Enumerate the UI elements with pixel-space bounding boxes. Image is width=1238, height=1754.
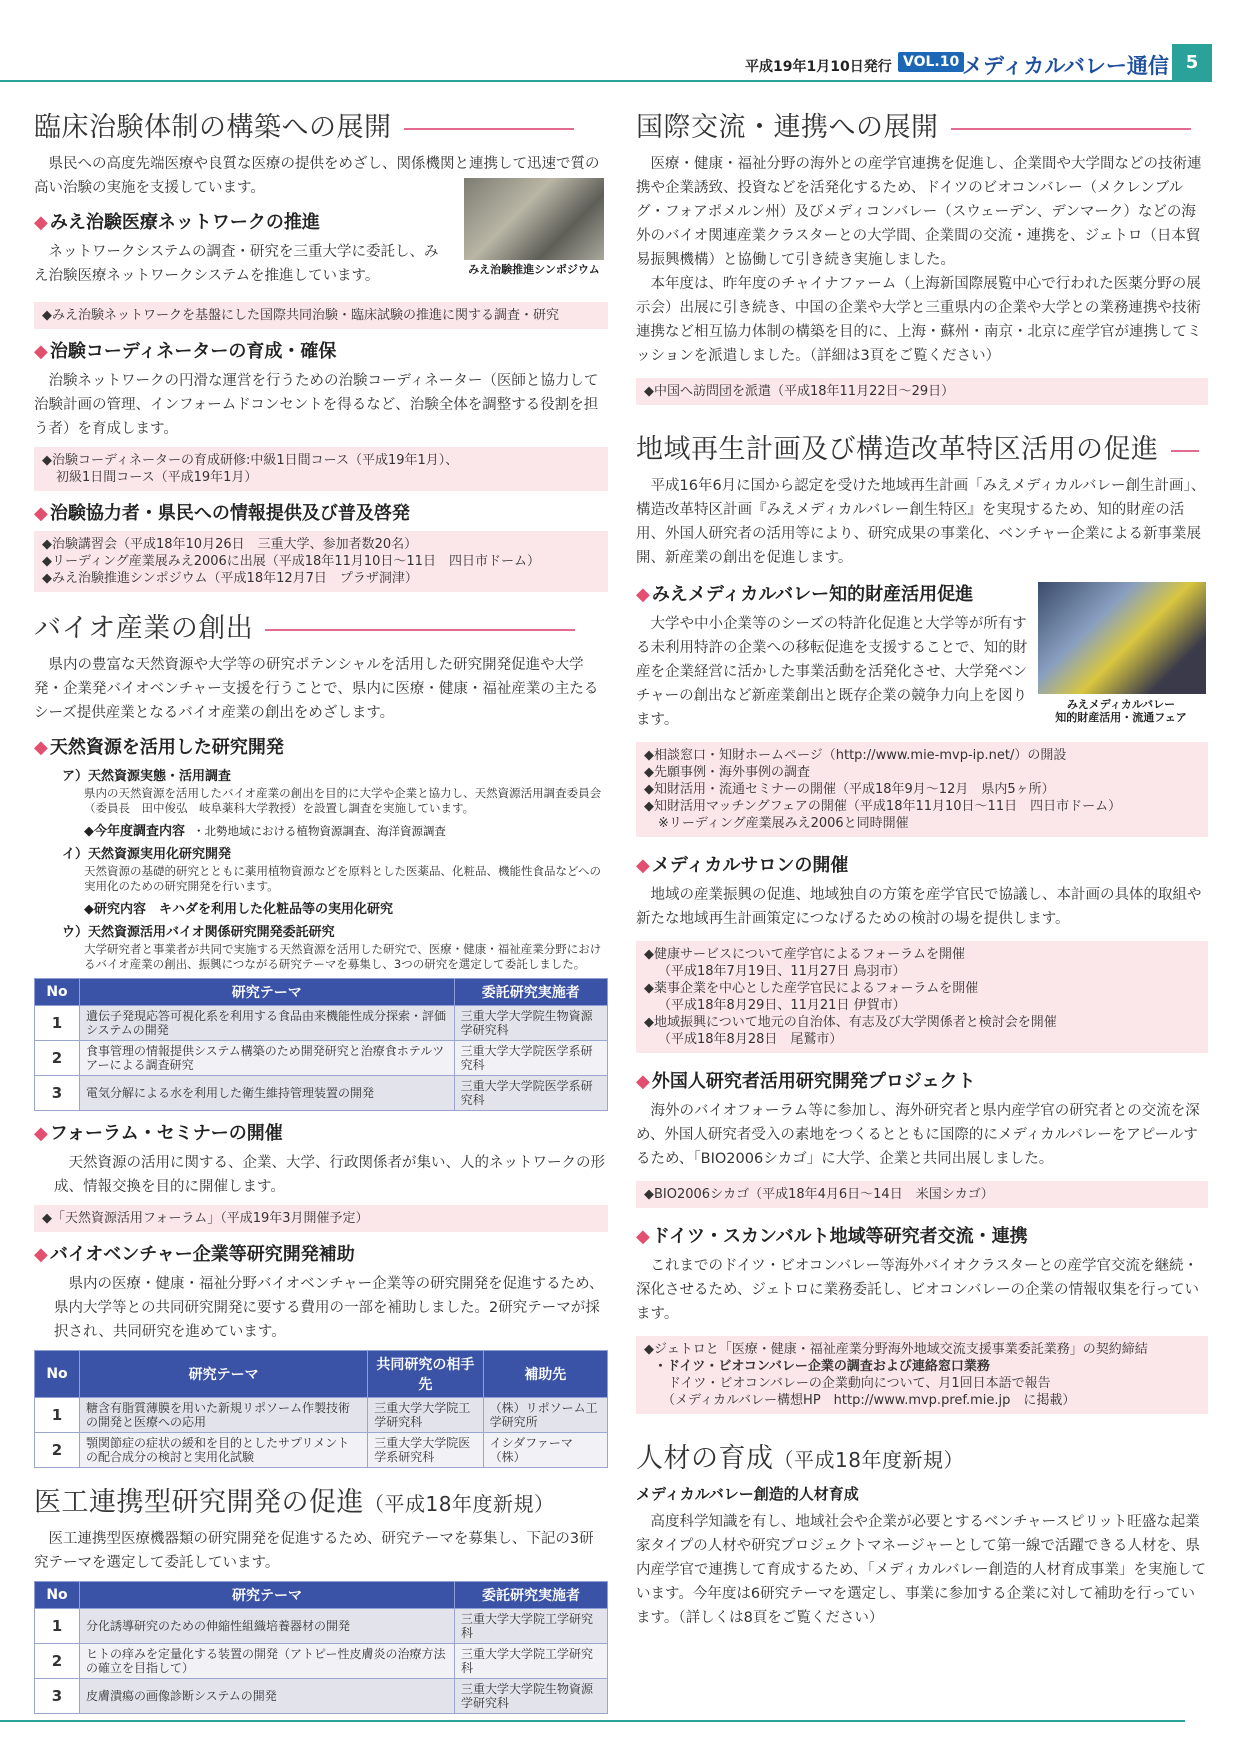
ip-fair-caption-2: 知的財産活用・流通フェア (1055, 711, 1187, 724)
ip-fair-caption-1: みえメディカルバレー (1066, 698, 1176, 711)
table-cell: 三重大学大学院工学研究科 (454, 1609, 607, 1644)
table-cell: 三重大学大学院生物資源学研究科 (454, 1006, 607, 1041)
volume-badge: VOL.10 (898, 52, 964, 72)
ip-box (636, 742, 1208, 837)
ip-box-line2: ◆先願事例・海外事例の調査 (644, 765, 810, 780)
symposium-photo (464, 178, 604, 260)
section-title-medical-engineering: 医工連携型研究開発の促進（平成18年度新規） (34, 1487, 555, 1518)
sub-u-title: ウ）天然資源活用バイオ関係研究開発委託研究 (62, 925, 335, 940)
info-provision-heading: ◆ 治験協力者・県民への情報提供及び普及啓発 (34, 503, 410, 524)
forum-text: 天然資源の活用に関する、企業、大学、行政関係者が集い、人的ネットワークの形成、情報交換を目的に開催します。 (54, 1155, 605, 1195)
salon-box-line6: （平成18年8月28日 尾鷲市） (658, 1032, 843, 1047)
table-cell: 顎関節症の症状の緩和を目的としたサプリメントの配合成分の検討と実用化試験 (80, 1433, 368, 1468)
table-header: 委託研究実施者 (454, 979, 607, 1006)
salon-box-line4: （平成18年8月29日、11月21日 伊賀市） (658, 998, 906, 1013)
section-title-clinical: 臨床治験体制の構築への展開 (34, 105, 608, 144)
hr-text: 高度科学知識を有し、地域社会や企業が必要とするベンチャースピリット旺盛な起業家タイプの人材や研究プロジェクトマネージャーとして第一線で活躍できる人材を、県内産学官で連携して育成するため、「メディカルバレー創造的人材育成事業」を実施しています。今年度は6研究テーマを選定し、事業に参加する企業に対して補助を行っています。（詳しくは8頁をご覧ください） (636, 1514, 1206, 1626)
sub-u-text: 大学研究者と事業者が共同で実施する天然資源を活用した研究で、医療・健康・福祉産業分野におけるバイオ産業の創出、振興につながる研究テーマを募集し、3つの研究を選定して委託しました。 (84, 942, 602, 971)
footer-divider (0, 1720, 1185, 1722)
international-text-2: 本年度は、昨年度のチャイナファーム（上海新国際展覧中心で行われた医薬分野の展示会）出展に引き続き、中国の企業や大学と三重県内の企業や大学との業務連携や技術連携など相互協力体制の構築を目的に、上海・蘇州・南京・北京に産学官が連携してミッションを派遣しました。（詳細は3頁をご覧ください） (636, 276, 1202, 364)
table-header: No (35, 979, 80, 1006)
header-divider (0, 80, 1185, 82)
table-header: No (35, 1582, 80, 1609)
foreign-researcher-box: ◆BIO2006シカゴ（平成18年4月6日〜14日 米国シカゴ） (636, 1181, 1208, 1208)
ip-text: 大学や中小企業等のシーズの特許化促進と大学等が所有する未利用特許の企業への移転促進を支援することで、知的財産を企業経営に活かした事業活動を活発化させ、大学発ベンチャーの創出など新産業創出と既存企業の競争力向上を図ります。 (636, 616, 1028, 728)
coordinator-box-line1: ◆治験コーディネーターの育成研修:中級1日間コース（平成19年1月）、 (42, 453, 459, 468)
info-box-line1: ◆治験講習会（平成18年10月26日 三重大学、参加者数20名） (42, 537, 418, 552)
table-cell: 遺伝子発現応答可視化系を利用する食品由来機能性成分探索・評価システムの開発 (80, 1006, 455, 1041)
table-cell: 3 (35, 1679, 80, 1714)
table-row (35, 1041, 608, 1076)
sub-a-text: 県内の天然資源を活用したバイオ産業の創出を目的に大学や企業と協力し、天然資源活用調査委員会（委員長 田中俊弘 岐阜薬科大学教授）を設置し調査を実施しています。 (84, 786, 602, 815)
left-column (34, 105, 608, 1722)
coordinator-box-line2: 初級1日間コース（平成19年1月） (56, 470, 258, 485)
table-header: 研究テーマ (80, 979, 455, 1006)
ip-box-line1: ◆相談窓口・知財ホームページ（http://www.mie-mvp-ip.net/）の開設 (644, 748, 1067, 763)
table-cell: （株）リポソーム工学研究所 (483, 1398, 607, 1433)
regional-intro: 平成16年6月に国から認定を受けた地域再生計画「みえメディカルバレー創生計画」、構造改革特区計画『みえメディカルバレー創生特区』を実現するため、知的財産の活用、外国人研究者の活用等により、研究成果の事業化、ベンチャー企業による新事業展開、新産業の創出を促進します。 (636, 478, 1206, 566)
salon-box-line5: ◆地域振興について地元の自治体、有志及び大学関係者と検討会を開催 (644, 1015, 1057, 1030)
section-title-bio: バイオ産業の創出 (34, 606, 608, 645)
venture-table (34, 1350, 608, 1468)
table-row (35, 1398, 608, 1433)
bio-research-table (34, 978, 608, 1111)
table-cell: 1 (35, 1006, 80, 1041)
table-row (35, 1076, 608, 1111)
table-cell: 1 (35, 1398, 80, 1433)
sub-a-note: ◆今年度調査内容 ・北勢地域における植物資源調査、海洋資源調査 (84, 824, 446, 839)
hr-heading: メディカルバレー創造的人材育成 (636, 1485, 859, 1503)
bio-intro: 県内の豊富な天然資源や大学等の研究ポテンシャルを活用した研究開発促進や大学発・企業発バイオベンチャー支援を行うことで、県内に医療・健康・福祉産業の主たるシーズ提供産業となるバイオ産業の創出をめざします。 (34, 657, 599, 721)
table-cell: 三重大学大学院医学系研究科 (368, 1433, 483, 1468)
table-cell: 皮膚潰瘍の画像診断システムの開発 (80, 1679, 455, 1714)
table-cell: ヒトの痒みを定量化する装置の開発（アトピー性皮膚炎の治療方法の確立を目指して） (80, 1644, 455, 1679)
table-cell: 三重大学大学院医学系研究科 (454, 1076, 607, 1111)
right-column (636, 105, 1208, 1630)
ip-fair-photo (1038, 582, 1206, 694)
coordinator-text: 治験ネットワークの円滑な運営を行うための治験コーディネーター（医師と協力して治験計画の管理、インフォームドコンセントを得るなど、治験全体を調整する役割を担う者）を育成します。 (34, 373, 599, 437)
foreign-researcher-heading: ◆ 外国人研究者活用研究開発プロジェクト (636, 1071, 976, 1092)
table-cell: 1 (35, 1609, 80, 1644)
clinical-network-text: ネットワークシステムの調査・研究を三重大学に委託し、みえ治験医療ネットワークシステムを推進しています。 (34, 244, 439, 284)
clinical-network-box: ◆みえ治験ネットワークを基盤にした国際共同治験・臨床試験の推進に関する調査・研究 (34, 302, 608, 329)
ip-box-line3: ◆知財活用・流通セミナーの開催（平成18年9月〜12月 県内5ヶ所） (644, 782, 1055, 797)
info-box-line2: ◆リーディング産業展みえ2006に出展（平成18年11月10日〜11日 四日市ドーム） (42, 554, 540, 569)
table-cell: イシダファーマ（株） (483, 1433, 607, 1468)
table-cell: 電気分解による水を利用した衛生維持管理装置の開発 (80, 1076, 455, 1111)
table-header: 補助先 (483, 1351, 607, 1398)
table-header: 委託研究実施者 (454, 1582, 607, 1609)
forum-heading: ◆ フォーラム・セミナーの開催 (34, 1123, 283, 1144)
table-cell: 2 (35, 1041, 80, 1076)
germany-box (636, 1336, 1208, 1414)
newsletter-title: メディカルバレー通信 (962, 54, 1169, 78)
germany-text: これまでのドイツ・ビオコンバレー等海外バイオクラスターとの産学官交流を継続・深化させるため、ジェトロに業務委託し、ビオコンバレーの企業の情報収集を行っています。 (636, 1258, 1200, 1322)
sub-i-title: イ）天然資源実用化研究開発 (62, 847, 232, 862)
issue-date: 平成19年1月10日発行 (745, 59, 892, 75)
ip-heading: ◆ みえメディカルバレー知的財産活用促進 (636, 584, 974, 605)
international-box: ◆中国へ訪問団を派遣（平成18年11月22日〜29日） (636, 378, 1208, 405)
table-header: 研究テーマ (80, 1351, 368, 1398)
table-row (35, 1433, 608, 1468)
natural-resource-heading: ◆ 天然資源を活用した研究開発 (34, 737, 284, 758)
table-cell: 3 (35, 1076, 80, 1111)
table-header: 研究テーマ (80, 1582, 455, 1609)
table-cell: 分化誘導研究のための伸縮性組織培養器材の開発 (80, 1609, 455, 1644)
sub-a-title: ア）天然資源実態・活用調査 (62, 769, 232, 784)
clinical-intro: 県民への高度先端医療や良質な医療の提供をめざし、関係機関と連携して迅速で質の高い治験の実施を支援しています。 (34, 156, 600, 196)
ip-box-line5: ※リーディング産業展みえ2006と同時開催 (658, 816, 909, 831)
page-number: 5 (1172, 44, 1212, 82)
table-cell: 三重大学大学院工学研究科 (454, 1644, 607, 1679)
germany-box-line1: ◆ジェトロと「医療・健康・福祉産業分野海外地域交流支援事業委託業務」の契約締結 (644, 1342, 1148, 1357)
table-cell: 糖含有脂質薄膜を用いた新規リポソーム作製技術の開発と医療への応用 (80, 1398, 368, 1433)
sub-i-text: 天然資源の基礎的研究とともに薬用植物資源などを原料とした医薬品、化粧品、機能性食品などへの実用化のための研究開発を行います。 (84, 864, 602, 893)
ip-fair-caption (1031, 698, 1211, 724)
salon-heading: ◆ メディカルサロンの開催 (636, 855, 849, 876)
foreign-researcher-text: 海外のバイオフォーラム等に参加し、海外研究者と県内産学官の研究者との交流を深め、外国人研究者受入の素地をつくるとともに国際的にメディカルバレーをアピールするため、「BIO2006シカゴ」に大学、企業と共同出展しました。 (636, 1103, 1200, 1167)
salon-box-line2: （平成18年7月19日、11月27日 鳥羽市） (658, 964, 906, 979)
table-cell: 三重大学大学院医学系研究科 (454, 1041, 607, 1076)
table-row (35, 1609, 608, 1644)
medical-engineering-table (34, 1581, 608, 1714)
table-cell: 三重大学大学院工学研究科 (368, 1398, 483, 1433)
table-header: 共同研究の相手先 (368, 1351, 483, 1398)
info-box-line3: ◆みえ治験推進シンポジウム（平成18年12月7日 プラザ洞津） (42, 571, 418, 586)
coordinator-heading: ◆ 治験コーディネーターの育成・確保 (34, 341, 337, 362)
table-row (35, 1679, 608, 1714)
info-provision-box (34, 531, 608, 592)
salon-box (636, 941, 1208, 1053)
table-row (35, 1644, 608, 1679)
table-cell: 2 (35, 1433, 80, 1468)
venture-heading: ◆ バイオベンチャー企業等研究開発補助 (34, 1244, 355, 1265)
section-title-hr: 人材の育成（平成18年度新規） (636, 1443, 964, 1474)
table-cell: 食事管理の情報提供システム構築のため開発研究と治療食ホテルツアーによる調査研究 (80, 1041, 455, 1076)
salon-text: 地域の産業振興の促進、地域独自の方策を産学官民で協議し、本計画の具体的取組や新たな地域再生計画策定につなげるための検討の場を提供します。 (636, 887, 1202, 927)
germany-heading: ◆ ドイツ・スカンバルト地域等研究者交流・連携 (636, 1226, 1028, 1247)
venture-text: 県内の医療・健康・福祉分野バイオベンチャー企業等の研究開発を促進するため、県内大学等との共同研究開発に要する費用の一部を補助しました。2研究テーマが採択され、共同研究を進めています。 (54, 1276, 604, 1340)
table-row (35, 1006, 608, 1041)
ip-box-line4: ◆知財活用マッチングフェアの開催（平成18年11月10日〜11日 四日市ドーム） (644, 799, 1122, 814)
table-header: No (35, 1351, 80, 1398)
salon-box-line3: ◆薬事企業を中心とした産学官民によるフォーラムを開催 (644, 981, 979, 996)
international-text-1: 医療・健康・福祉分野の海外との産学官連携を促進し、企業間や大学間などの技術連携や企業誘致、投資などを活発化するため、ドイツのビオコンバレー（メクレンブルグ・フォアポメルン州）及びメディコンバレー（スウェーデン、デンマーク）などの海外のバイオ関連産業クラスターとの大学間、企業間の交流・連携を、ジェトロ（日本貿易振興機構）と協働して引き続き実施しました。 (636, 156, 1202, 268)
clinical-network-heading: ◆ みえ治験医療ネットワークの推進 (34, 212, 320, 233)
sub-i-note: ◆研究内容 キハダを利用した化粧品等の実用化研究 (84, 902, 393, 917)
germany-box-line4: （メディカルバレー構想HP http://www.mvp.pref.mie.jp に掲載） (662, 1393, 1076, 1408)
section-title-regional: 地域再生計画及び構造改革特区活用の促進 (636, 427, 1208, 466)
section-title-international: 国際交流・連携への展開 (636, 105, 1208, 144)
symposium-photo-caption: みえ治験推進シンポジウム (468, 263, 600, 276)
germany-box-line2: ・ドイツ・ビオコンバレー企業の調査および連絡窓口業務 (654, 1359, 990, 1374)
table-cell: 三重大学大学院生物資源学研究科 (454, 1679, 607, 1714)
salon-box-line1: ◆健康サービスについて産学官によるフォーラムを開催 (644, 947, 965, 962)
medical-engineering-intro: 医工連携型医療機器類の研究開発を促進するため、研究テーマを募集し、下記の3研究テーマを選定して委託しています。 (34, 1531, 594, 1571)
forum-box: ◆「天然資源活用フォーラム」（平成19年3月開催予定） (34, 1205, 608, 1232)
table-cell: 2 (35, 1644, 80, 1679)
germany-box-line3: ドイツ・ビオコンバレーの企業動向について、月1回日本語で報告 (668, 1376, 1051, 1391)
coordinator-box (34, 447, 608, 491)
